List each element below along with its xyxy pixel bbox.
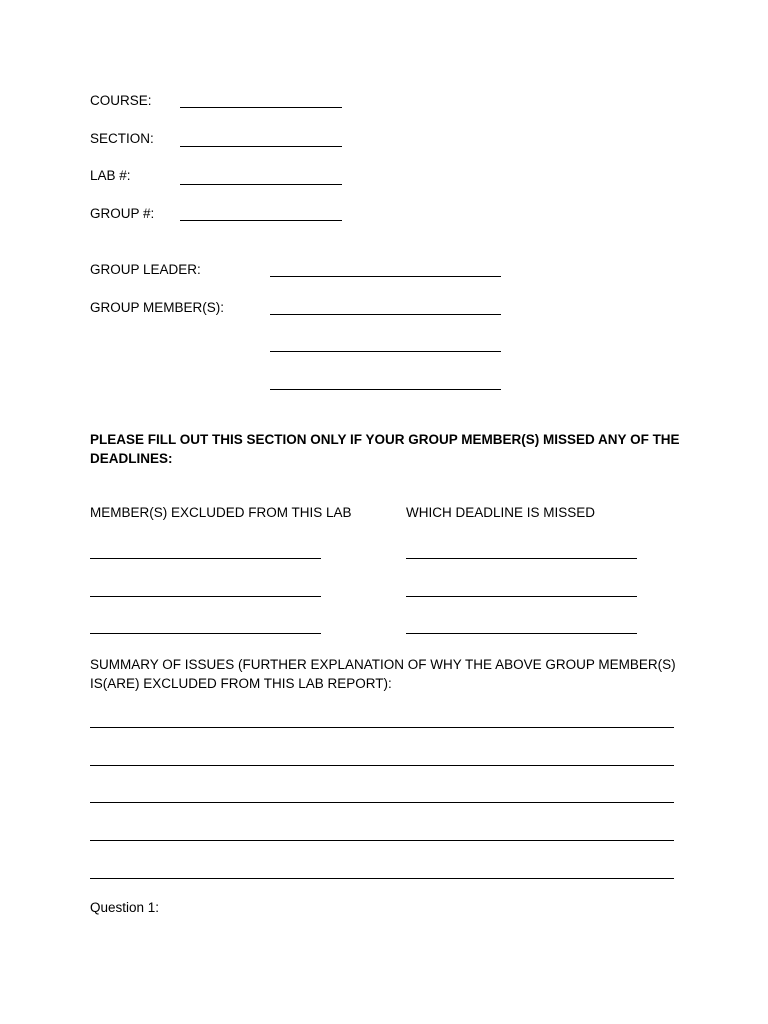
lab-number-label: LAB #: (90, 168, 131, 183)
section-field[interactable] (180, 132, 342, 147)
question-1-label: Question 1: (90, 900, 160, 915)
summary-line[interactable] (90, 826, 674, 841)
excluded-members-header: MEMBER(S) EXCLUDED FROM THIS LAB (90, 505, 352, 520)
course-label: COURSE: (90, 93, 152, 108)
group-number-field[interactable] (180, 206, 342, 221)
summary-line[interactable] (90, 713, 674, 728)
missed-deadline-field[interactable] (406, 544, 637, 559)
summary-label: SUMMARY OF ISSUES (FURTHER EXPLANATION OF WHY THE ABOVE GROUP MEMBER(S) IS(ARE) EXCLUDED FROM THIS LAB REPORT): (90, 657, 676, 691)
missed-deadline-field[interactable] (406, 582, 637, 597)
group-member-field[interactable] (270, 300, 501, 315)
group-members-label: GROUP MEMBER(S): (90, 300, 225, 315)
lab-number-field[interactable] (180, 170, 342, 185)
summary-line[interactable] (90, 788, 674, 803)
excluded-member-field[interactable] (90, 544, 321, 559)
section-label: SECTION: (90, 131, 154, 146)
summary-line[interactable] (90, 864, 674, 879)
group-member-field[interactable] (270, 337, 501, 352)
group-member-field[interactable] (270, 375, 501, 390)
excluded-member-field[interactable] (90, 619, 321, 634)
group-leader-field[interactable] (270, 262, 501, 277)
deadline-notice: PLEASE FILL OUT THIS SECTION ONLY IF YOUR GROUP MEMBER(S) MISSED ANY OF THE DEADLINES: (90, 432, 680, 466)
missed-deadline-field[interactable] (406, 619, 637, 634)
group-leader-label: GROUP LEADER: (90, 262, 201, 277)
course-field[interactable] (180, 93, 342, 108)
summary-line[interactable] (90, 751, 674, 766)
group-number-label: GROUP #: (90, 206, 155, 221)
missed-deadline-header: WHICH DEADLINE IS MISSED (406, 505, 596, 520)
excluded-member-field[interactable] (90, 582, 321, 597)
